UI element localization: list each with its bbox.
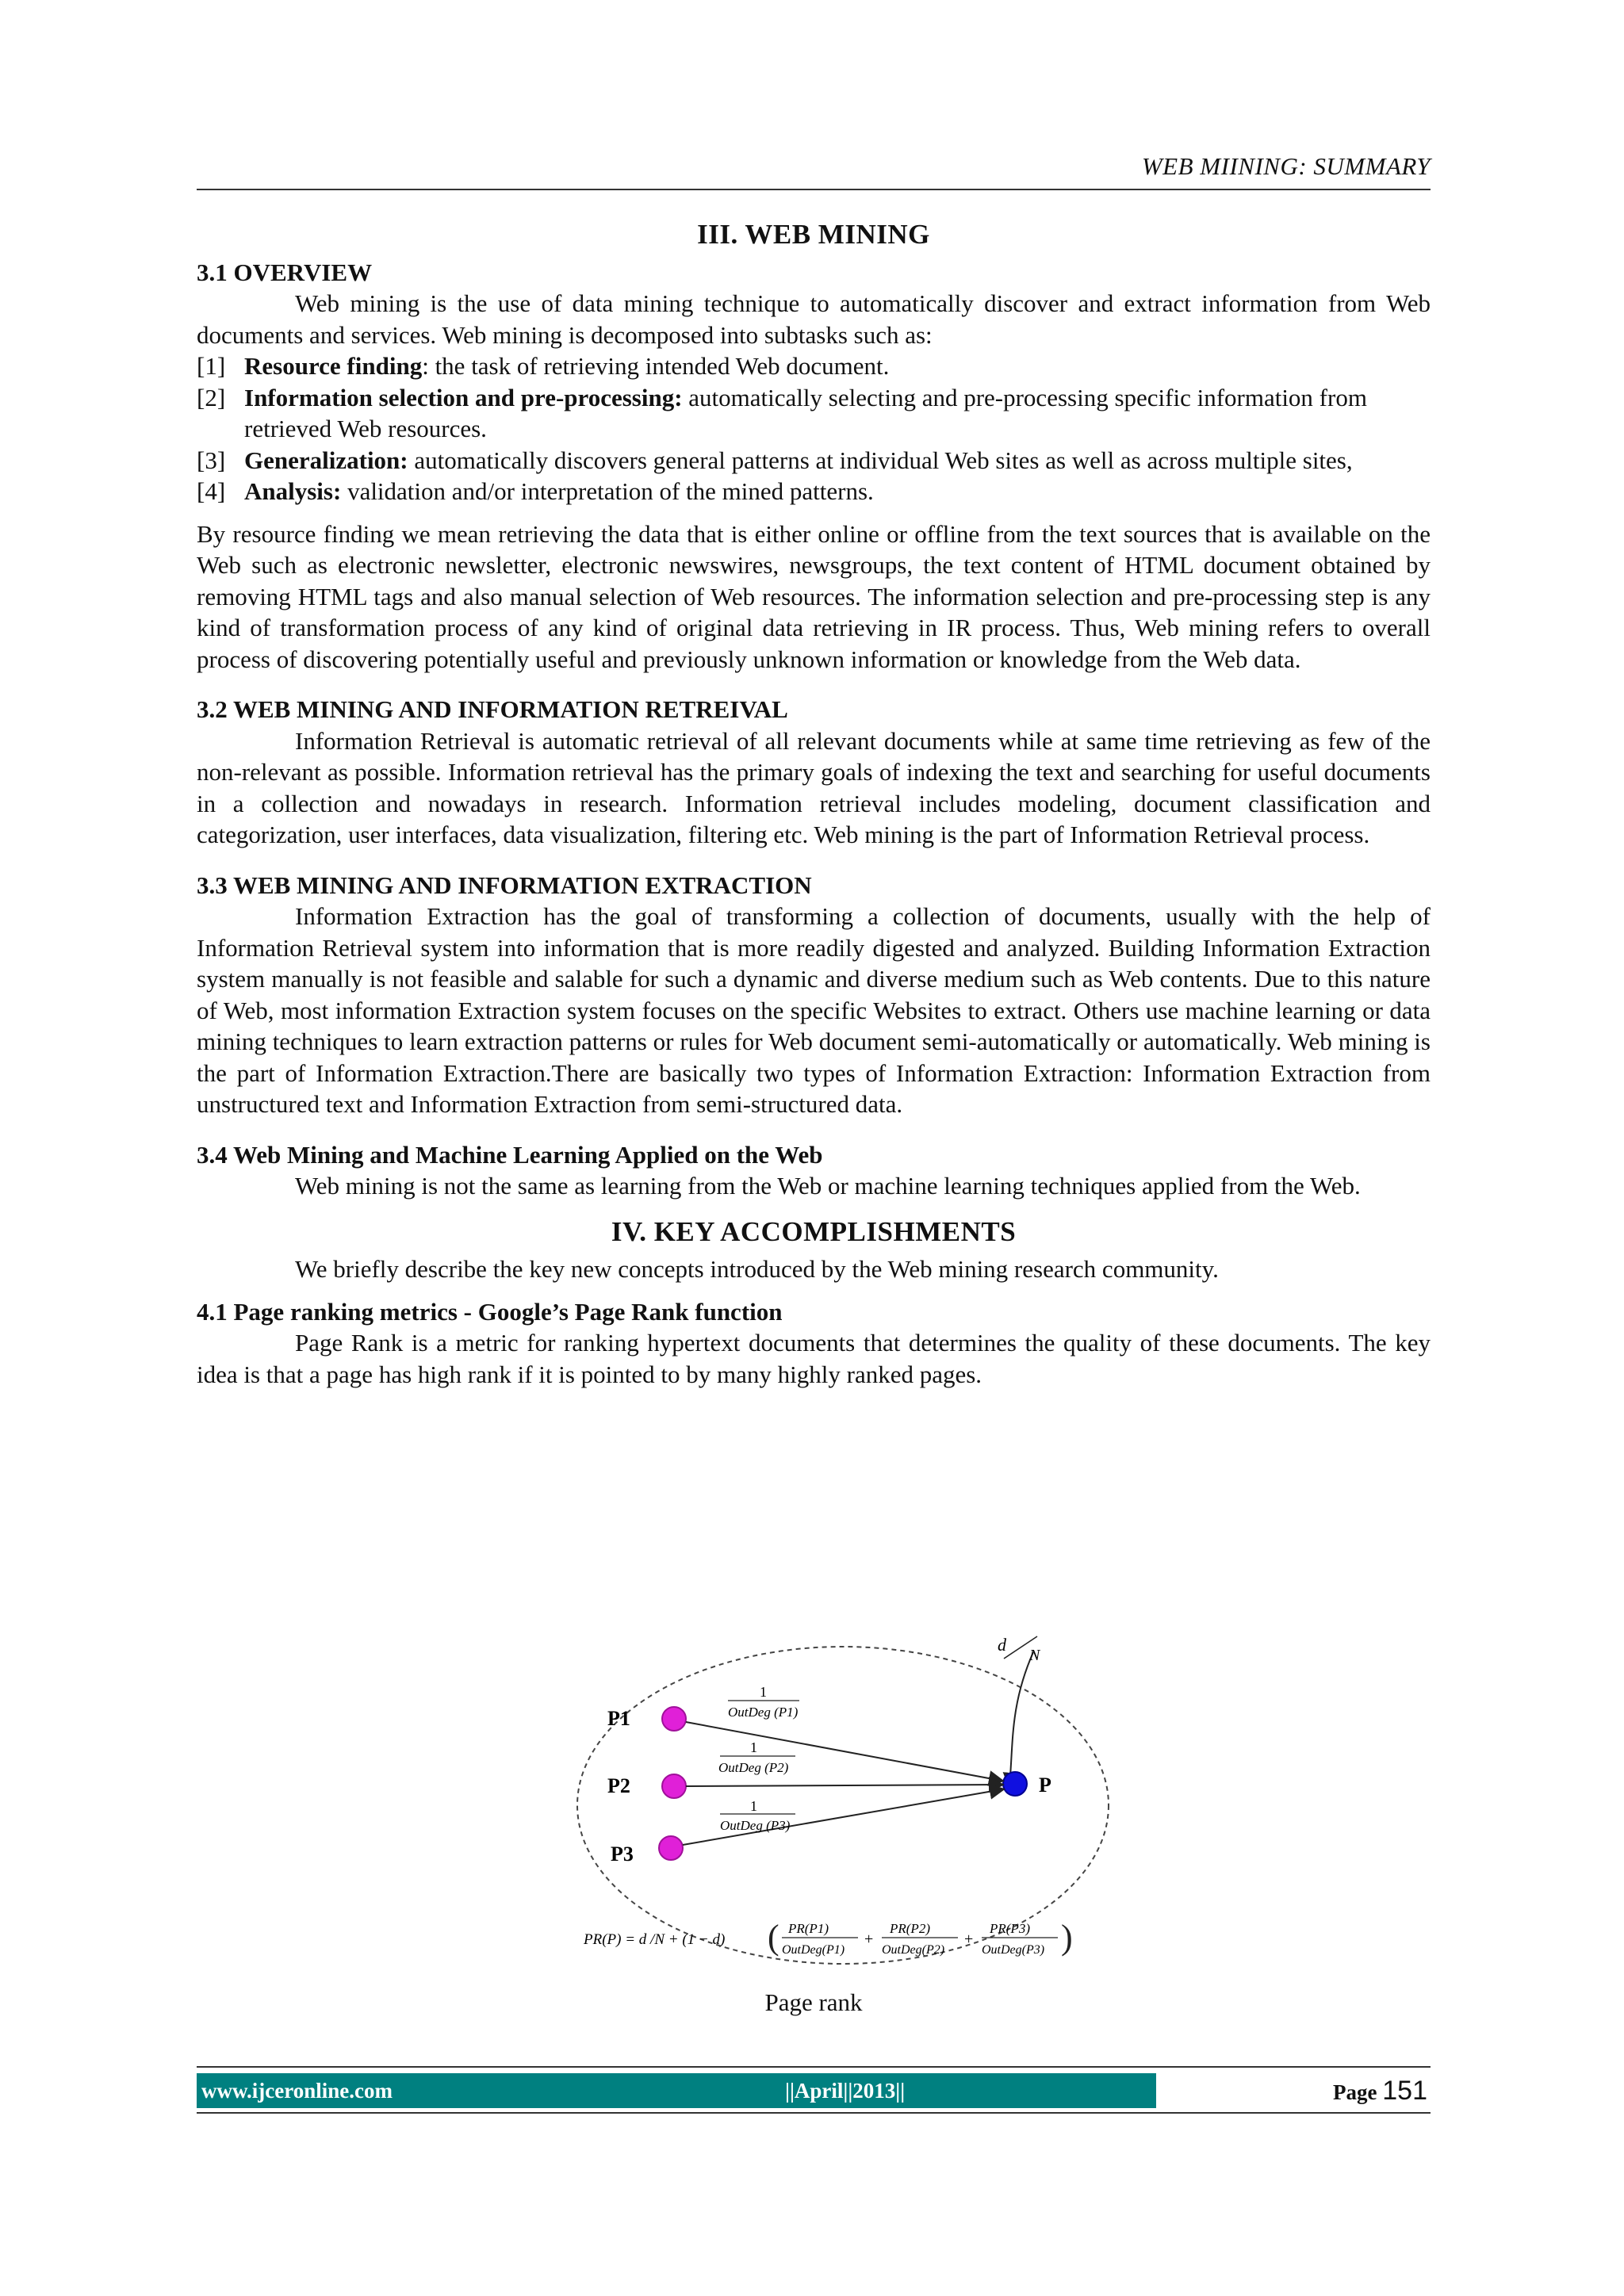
edge-p2-p xyxy=(686,1785,1002,1786)
formula-plus-2: + xyxy=(964,1931,974,1948)
footer-url[interactable]: www.ijceronline.com xyxy=(197,2073,782,2108)
section-4-intro: We briefly describe the key new concepts introduced by the Web mining research community. xyxy=(295,1255,1219,1283)
edge2-num: 1 xyxy=(750,1739,757,1755)
formula-plus-1: + xyxy=(864,1931,874,1948)
edge1-num: 1 xyxy=(760,1684,767,1700)
formula-t1-num: PR(P1) xyxy=(788,1921,829,1936)
formula-lhs: PR(P) = d /N + (1 − d) xyxy=(584,1931,726,1948)
page-number: 151 xyxy=(1382,2075,1427,2106)
node-p2 xyxy=(662,1774,686,1798)
pagerank-paragraph: Page Rank is a metric for ranking hypertext documents that determines the quality of these documents. The key idea is that a page has high rank if it is pointed to by many highly ranked pages. xyxy=(197,1329,1431,1388)
label-p: P xyxy=(1039,1774,1051,1797)
page-footer xyxy=(197,2073,1431,2108)
svg-text:): ) xyxy=(1061,1918,1073,1957)
formula-t2-den: OutDeg(P2) xyxy=(882,1943,945,1957)
subsection-4-1-heading: 4.1 Page ranking metrics - Google’s Page Rank function xyxy=(197,1297,783,1326)
damping-d-label: d xyxy=(998,1635,1006,1655)
figure-caption: Page rank xyxy=(764,1988,863,2016)
article-body xyxy=(197,216,1431,1390)
list-item: [2] Information selection and pre-processing: automatically selecting and pre-processing specific information from retrieved Web resources. xyxy=(197,383,1367,442)
edge1-den: OutDeg (P1) xyxy=(728,1705,799,1720)
footer-date: ||April||2013|| xyxy=(782,2073,1156,2108)
label-p1: P1 xyxy=(607,1707,630,1730)
formula-t2-num: PR(P2) xyxy=(890,1921,930,1936)
overview-paragraph: By resource finding we mean retrieving the data that is either online or offline from the text sources that is available on the Web such as electronic newsletter, electronic newswires, newsgroups, the text content of HTML document obtained by removing HTML tags and also manual selection of Web resources. The information selection and pre-processing step is any kind of transformation process of any kind of original data retrieving in IR process. Thus, Web mining refers to overall process of discovering potentially useful and previously unknown information or knowledge from the Web data. xyxy=(197,519,1431,673)
list-item: [3] Generalization: automatically discovers general patterns at individual Web sites as well as across multiple sites, xyxy=(197,446,1353,474)
damping-arrow xyxy=(1009,1652,1033,1785)
footer-rule-top xyxy=(197,2066,1431,2068)
overview-intro: Web mining is the use of data mining technique to automatically discover and extract information from Web documents and services. Web mining is decomposed into subtasks such as: xyxy=(197,289,1431,349)
ml-paragraph: Web mining is not the same as learning from the Web or machine learning techniques applied from the Web. xyxy=(295,1172,1361,1200)
label-p3: P3 xyxy=(611,1843,634,1866)
formula-t3-num: PR(P3) xyxy=(990,1921,1030,1936)
page-label: Page xyxy=(1333,2080,1377,2104)
section-3-title: III. WEB MINING xyxy=(697,219,930,250)
node-p xyxy=(1003,1772,1027,1796)
label-p2: P2 xyxy=(607,1774,630,1797)
edge-p3-p xyxy=(683,1789,1002,1845)
formula-t3-den: OutDeg(P3) xyxy=(982,1943,1045,1957)
node-p3 xyxy=(659,1836,683,1860)
edge3-den: OutDeg (P3) xyxy=(720,1818,791,1833)
formula-t1-den: OutDeg(P1) xyxy=(782,1943,845,1957)
subtask-list xyxy=(197,350,1431,507)
pagerank-figure xyxy=(569,1635,1251,1976)
subsection-3-1-heading: 3.1 OVERVIEW xyxy=(197,258,373,286)
ie-paragraph: Information Extraction has the goal of transforming a collection of documents, usually with the help of Information Retrieval system into information that is more readily digested and analyzed. Building Information Extraction system manually is not feasible and salable for such a dynamic and diverse medium such as Web contents. Due to this nature of Web, most information Extraction system focuses on the specific Websites to extract. Others use machine learning or data mining techniques to learn extraction patterns or rules for Web document semi-automatically or automatically. Web mining is the part of Information Extraction.There are basically two types of Information Extraction: Information Extraction from unstructured text and Information Extraction from semi-structured data. xyxy=(197,902,1431,1118)
subsection-3-4-heading: 3.4 Web Mining and Machine Learning Applied on the Web xyxy=(197,1140,823,1169)
running-header: WEB MIINING: SUMMARY xyxy=(1141,152,1431,180)
footer-page xyxy=(1156,2076,1431,2107)
section-4-title: IV. KEY ACCOMPLISHMENTS xyxy=(611,1215,1017,1247)
footer-rule-bottom xyxy=(197,2112,1431,2114)
node-p1 xyxy=(662,1707,686,1731)
graph-boundary xyxy=(577,1647,1109,1964)
list-item: [1] Resource finding: the task of retrieving intended Web document. xyxy=(197,352,890,380)
edge3-num: 1 xyxy=(750,1798,757,1814)
subsection-3-2-heading: 3.2 WEB MINING AND INFORMATION RETREIVAL xyxy=(197,695,788,723)
subsection-3-3-heading: 3.3 WEB MINING AND INFORMATION EXTRACTION xyxy=(197,871,812,899)
list-item: [4] Analysis: validation and/or interpretation of the mined patterns. xyxy=(197,477,874,505)
svg-text:(: ( xyxy=(768,1918,779,1957)
header-rule xyxy=(197,189,1431,190)
ir-paragraph: Information Retrieval is automatic retrieval of all relevant documents while at same time retrieving as few of the non-relevant as possible. Information retrieval has the primary goals of indexing the text and searching for useful documents in a collection and nowadays in research. Information retrieval includes modeling, document classification and categorization, user interfaces, data visualization, filtering etc. Web mining is the part of Information Retrieval process. xyxy=(197,726,1431,848)
damping-n-label: N xyxy=(1029,1647,1040,1664)
edge2-den: OutDeg (P2) xyxy=(718,1760,789,1775)
